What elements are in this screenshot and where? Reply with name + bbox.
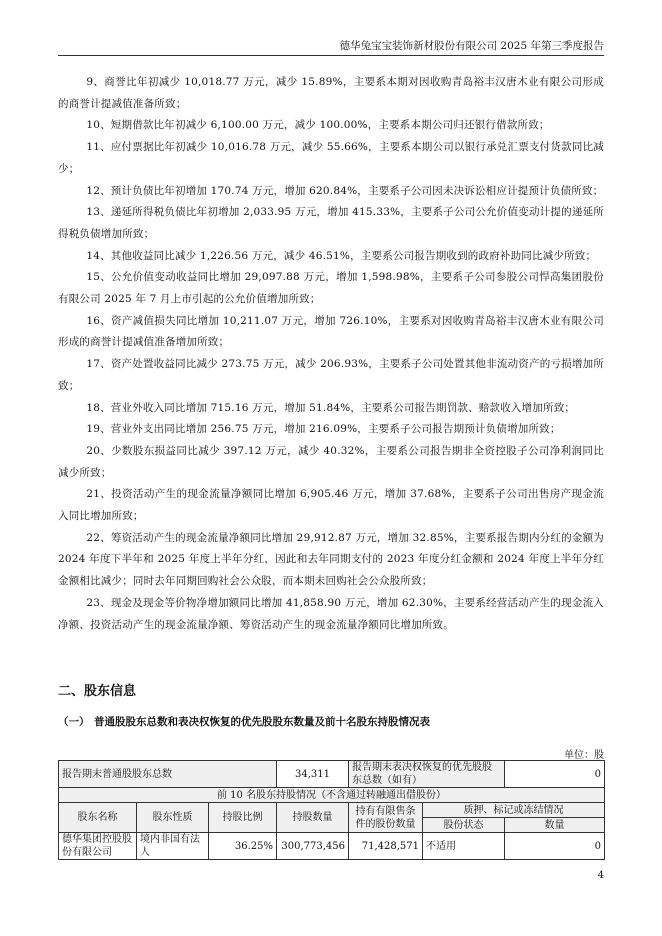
col-header-nature: 股东性质 xyxy=(137,803,209,833)
table-header-row xyxy=(59,803,605,818)
cell-restricted: 71,428,571 xyxy=(349,833,423,860)
top10-label: 前 10 名股东持股情况（不含通过转融通出借股份） xyxy=(59,788,605,803)
unit-label: 单位：股 xyxy=(564,750,604,761)
shareholder-table xyxy=(58,760,605,860)
explanation-item-14: 14、其他收益同比减少 1,226.56 万元，减少 46.51%，主要系公司报告期收到的政府补助同比减少所致； xyxy=(86,249,597,262)
col-header-amount: 数量 xyxy=(505,818,605,833)
col-header-pledge: 质押、标记或冻结情况 xyxy=(423,803,605,818)
preferred-value: 0 xyxy=(505,761,605,788)
page-header: 德华兔宝宝装饰新材股份有限公司 2025 年第三季度报告 xyxy=(339,40,604,52)
preferred-label: 报告期末表决权恢复的优先股股东总数（如有） xyxy=(349,761,505,788)
subsection-text: 普通股股东总数和表决权恢复的优先股股东数量及前十名股东持股情况表 xyxy=(94,716,430,728)
section-title: 二、股东信息 xyxy=(58,684,137,699)
page-number: 4 xyxy=(597,870,604,881)
cell-quantity: 300,773,456 xyxy=(277,833,349,860)
header-rule xyxy=(58,55,604,56)
total-row xyxy=(59,761,605,788)
explanation-item-22: 22、筹资活动产生的现金流量净额同比增加 29,912.87 万元，增加 32.85%，主要系报告期内分红的金额为 2024 年度下半年和 2025 年度上半年分红，因此和去年同期支付的 2023 年度分红金额和 2024 年度上半年分红金额相比减少；同时去年同期回购社会公众股，而本期未回购社会公众股所致； xyxy=(58,531,604,588)
explanation-item-15: 15、公允价值变动收益同比增加 29,097.88 万元，增加 1,598.98%，主要系子公司参股公司悍高集团股份有限公司 2025 年 7 月上市引起的公允价值增加所致； xyxy=(58,271,604,306)
table-row xyxy=(59,833,605,860)
explanation-item-18: 18、营业外收入同比增加 715.16 万元，增加 51.84%，主要系公司报告期罚款、赔款收入增加所致； xyxy=(86,401,576,414)
cell-ratio: 36.25% xyxy=(209,833,277,860)
explanation-item-16: 16、资产减值损失同比增加 10,211.07 万元，增加 726.10%，主要系对因收购青岛裕丰汉唐木业有限公司形成的商誉计提减值准备增加所致； xyxy=(58,314,604,349)
col-header-restricted: 持有有限售条件的股份数量 xyxy=(349,803,423,833)
subsection-number: （一） xyxy=(58,716,90,728)
cell-status: 不适用 xyxy=(423,833,505,860)
total-value: 34,311 xyxy=(277,761,349,788)
explanation-item-11: 11、应付票据比年初减少 10,016.78 万元，减少 55.66%，主要系本期公司以银行承兑汇票支付货款同比减少； xyxy=(58,141,604,175)
cell-amount: 0 xyxy=(505,833,605,860)
explanation-item-17: 17、资产处置收益同比减少 273.75 万元，减少 206.93%，主要系子公司处置其他非流动资产的亏损增加所致； xyxy=(58,358,604,392)
subsection-title xyxy=(58,714,430,729)
explanation-item-10: 10、短期借款比年初减少 6,100.00 万元，减少 100.00%，主要系本期公司归还银行借款所致； xyxy=(86,119,550,132)
total-label: 报告期末普通股股东总数 xyxy=(59,761,277,788)
top10-heading-row xyxy=(59,788,605,803)
col-header-quantity: 持股数量 xyxy=(277,803,349,833)
explanation-item-12: 12、预计负债比年初增加 170.74 万元，增加 620.84%，主要系子公司因未决诉讼相应计提预计负债所致； xyxy=(86,184,604,197)
explanation-list xyxy=(58,72,604,636)
explanation-item-9: 9、商誉比年初减少 10,018.77 万元，减少 15.89%，主要系本期对因收购青岛裕丰汉唐木业有限公司形成的商誉计提减值准备所致； xyxy=(58,76,604,110)
explanation-item-23: 23、现金及现金等价物净增加额同比增加 41,858.90 万元，增加 62.30%，主要系经营活动产生的现金流入净额、投资活动产生的现金流量净额、筹资活动产生的现金流量净额同比增加所致。 xyxy=(58,596,604,631)
cell-name: 德华集团控股股份有限公司 xyxy=(59,833,137,860)
explanation-item-19: 19、营业外支出同比增加 256.75 万元，增加 216.09%，主要系子公司报告期预计负债增加所致； xyxy=(86,423,561,436)
explanation-item-13: 13、递延所得税负债比年初增加 2,033.95 万元，增加 415.33%，主要系子公司公允价值变动计提的递延所得税负债增加所致； xyxy=(58,206,604,240)
col-header-status: 股份状态 xyxy=(423,818,505,833)
explanation-item-21: 21、投资活动产生的现金流量净额同比增加 6,905.46 万元，增加 37.68%，主要系子公司出售房产现金流入同比增加所致； xyxy=(58,488,604,523)
cell-nature: 境内非国有法人 xyxy=(137,833,209,860)
col-header-ratio: 持股比例 xyxy=(209,803,277,833)
col-header-name: 股东名称 xyxy=(59,803,137,833)
explanation-item-20: 20、少数股东损益同比减少 397.12 万元，减少 40.32%，主要系公司报告期非全资控股子公司净利润同比减少所致； xyxy=(58,444,604,479)
